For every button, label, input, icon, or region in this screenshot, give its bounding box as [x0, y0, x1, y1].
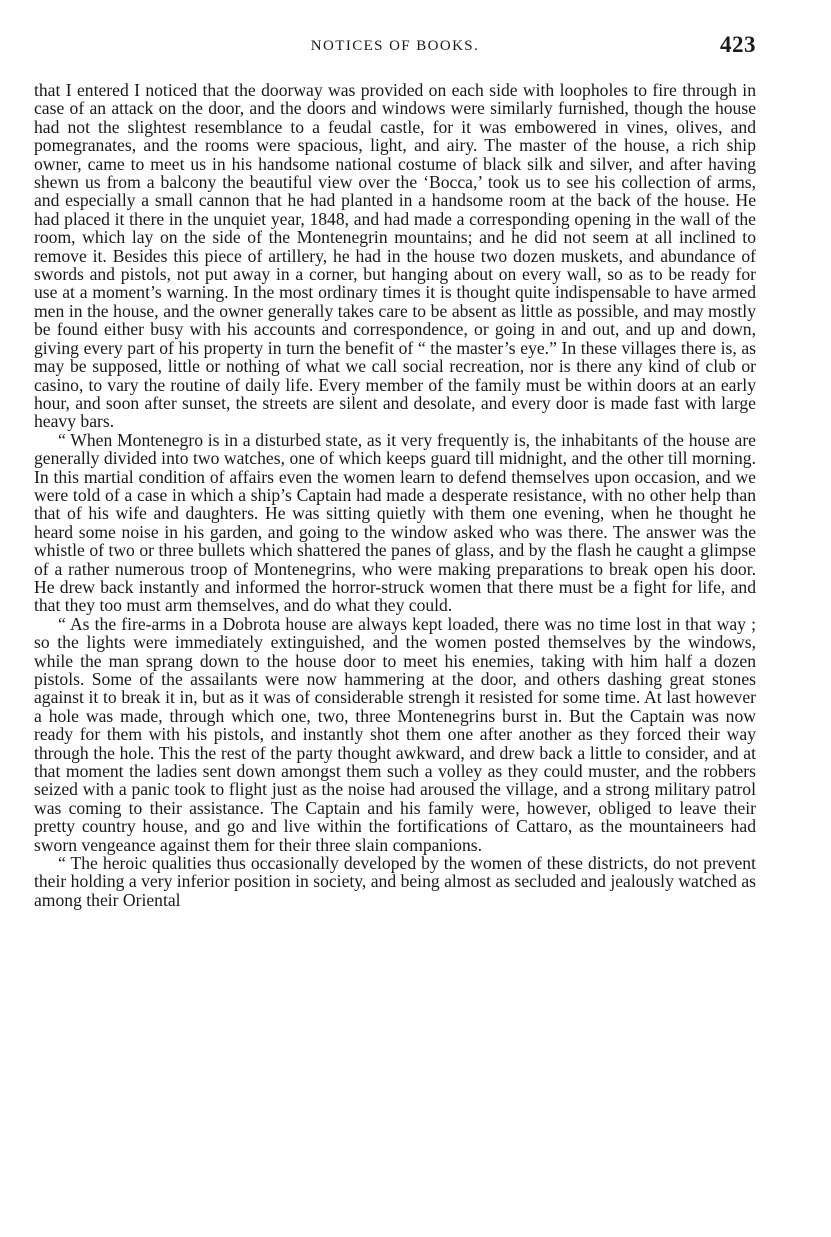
body-text: [34, 81, 756, 909]
paragraph-1: that I entered I noticed that the doorway was provided on each side with loopholes to fire through in case of an attack on the door, and the doors and windows were similarly furnished, though the house had not the slightest resemblance to a feudal castle, for it was embowered in vines, olives, and pomegranates, and the rooms were spacious, light, and airy. The master of the house, a rich ship owner, came to meet us in his handsome national costume of black silk and silver, and after having shewn us from a balcony the beautiful view over the ‘Bocca,’ took us to see his collection of arms, and especially a small cannon that he had planted in a handsome room at the back of the house. He had placed it there in the unquiet year, 1848, and had made a corresponding opening in the wall of the room, which lay on the side of the Montenegrin mountains; and he did not seem at all inclined to remove it. Besides this piece of artillery, he had in the house two dozen muskets, and abundance of swords and pistols, not put away in a corner, but hanging about on every wall, so as to be ready for use at a moment’s warning. In the most ordinary times it is thought quite indispensable to have armed men in the house, and the owner generally takes care to be absent as little as possible, and may mostly be found either busy with his accounts and correspondence, or going in and out, and up and down, giving every part of his property in turn the benefit of “ the master’s eye.” In these villages there is, as may be supposed, little or nothing of what we call social recreation, nor is there any kind of club or casino, to vary the routine of daily life. Every member of the family must be within doors at an early hour, and soon after sunset, the streets are silent and desolate, and every door is made fast with large heavy bars.: [34, 80, 756, 432]
book-page: [34, 30, 756, 909]
page-number: 423: [720, 32, 756, 57]
paragraph-2: “ When Montenegro is in a disturbed state, as it very frequently is, the inhabitants of the house are generally divided into two watches, one of which keeps guard till midnight, and the other till morning. In this martial condition of affairs even the women learn to defend themselves upon occasion, and we were told of a case in which a ship’s Captain had made a desperate resistance, with no other help than that of his wife and daughters. He was sitting quietly with them one evening, when he thought he heard some noise in his garden, and going to the window asked who was there. The answer was the whistle of two or three bullets which shattered the panes of glass, and by the flash he caught a glimpse of a rather numerous troop of Montenegrins, who were making preparations to break open his door. He drew back instantly and informed the horror-struck women that there must be a fight for life, and that they too must arm themselves, and do what they could.: [34, 429, 756, 616]
running-title: NOTICES OF BOOKS.: [310, 38, 480, 54]
paragraph-3: “ As the fire-arms in a Dobrota house are always kept loaded, there was no time lost in that way ; so the lights were immediately extinguished, and the women posted themselves by the windows, while the man sprang down to the house door to meet his enemies, taking with him half a dozen pistols. Some of the assailants were now hammering at the door, and others dashing great stones against it to break it in, but as it was of considerable strengh it resisted for some time. At last however a hole was made, through which one, two, three Montenegrins burst in. But the Captain was now ready for them with his pistols, and instantly shot them one after another as they forced their way through the hole. This the rest of the party thought awkward, and drew back a little to consider, and at that moment the ladies sent down amongst them such a volley as they could muster, and the robbers seized with a panic took to flight just as the noise had aroused the village, and a strong military patrol was coming to their assistance. The Captain and his family were, however, obliged to leave their pretty country house, and go and live within the fortifications of Cattaro, as the mountaineers had sworn vengeance against them for their three slain companions.: [34, 613, 756, 855]
paragraph-4: “ The heroic qualities thus occasionally developed by the women of these districts, do not prevent their holding a very inferior position in society, and being almost as secluded and jealously watched as among their Oriental: [34, 853, 756, 910]
running-head: [34, 30, 756, 64]
